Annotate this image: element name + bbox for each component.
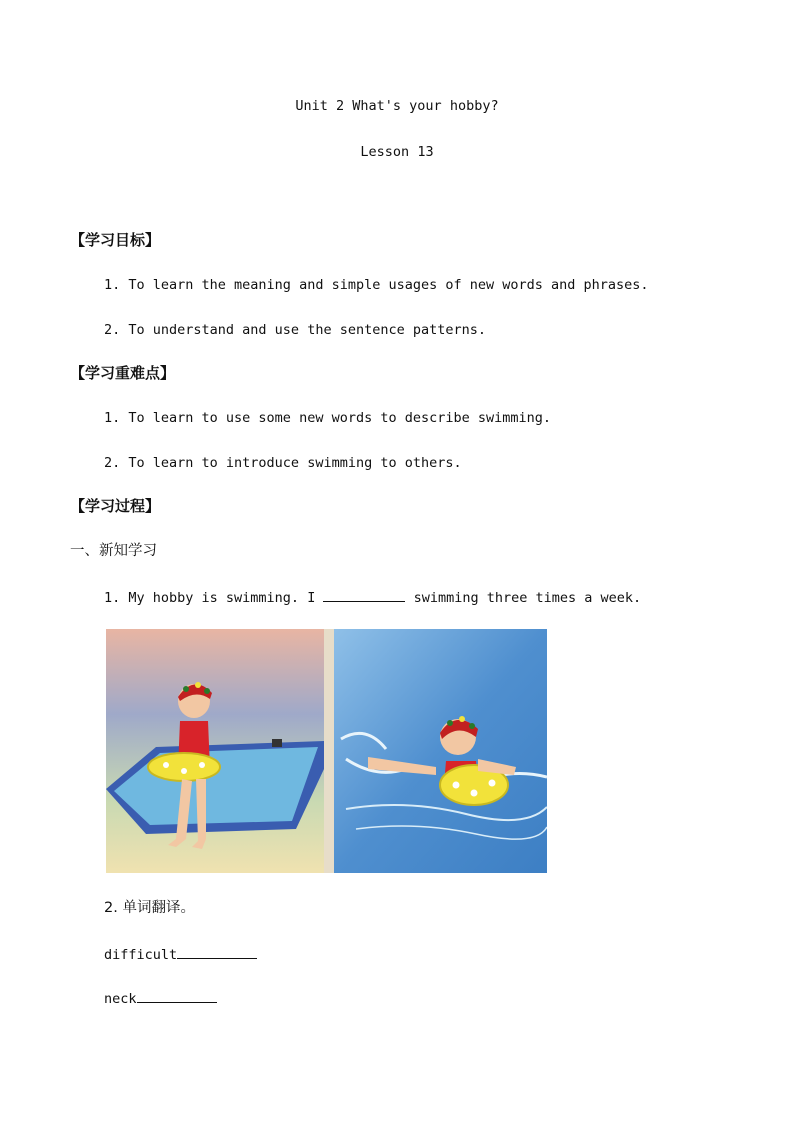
key-point-item-2: 2. To learn to introduce swimming to others. (104, 455, 462, 471)
vocab-item-difficult (104, 944, 257, 964)
key-points-heading: 【学习重难点】 (70, 364, 176, 382)
question-1 (104, 587, 641, 607)
right-panel-swimming-scene (334, 629, 547, 873)
vocab-answer-blank[interactable] (177, 944, 257, 959)
answer-blank[interactable] (323, 587, 405, 602)
goals-heading: 【学习目标】 (70, 231, 161, 249)
question-1-text-start: 1. My hobby is swimming. I (104, 590, 324, 606)
left-panel-pool-scene (106, 629, 324, 873)
goal-item-2: 2. To understand and use the sentence patterns. (104, 322, 487, 338)
vocab-item-neck (104, 988, 217, 1008)
question-2: 2. 单词翻译。 (104, 900, 195, 916)
question-1-text-end: swimming three times a week. (405, 590, 642, 606)
swimming-illustration (106, 629, 547, 873)
goal-item-1: 1. To learn the meaning and simple usages of new words and phrases. (104, 277, 649, 293)
section-new-knowledge: 一、新知学习 (70, 543, 157, 559)
process-heading: 【学习过程】 (70, 497, 161, 515)
vocab-answer-blank[interactable] (137, 988, 217, 1003)
panel-divider (324, 629, 334, 873)
lesson-subtitle: Lesson 13 (360, 144, 434, 160)
key-point-item-1: 1. To learn to use some new words to describe swimming. (104, 410, 552, 426)
vocab-word: neck (104, 991, 137, 1007)
vocab-word: difficult (104, 947, 178, 963)
document-title: Unit 2 What's your hobby? (295, 98, 499, 114)
